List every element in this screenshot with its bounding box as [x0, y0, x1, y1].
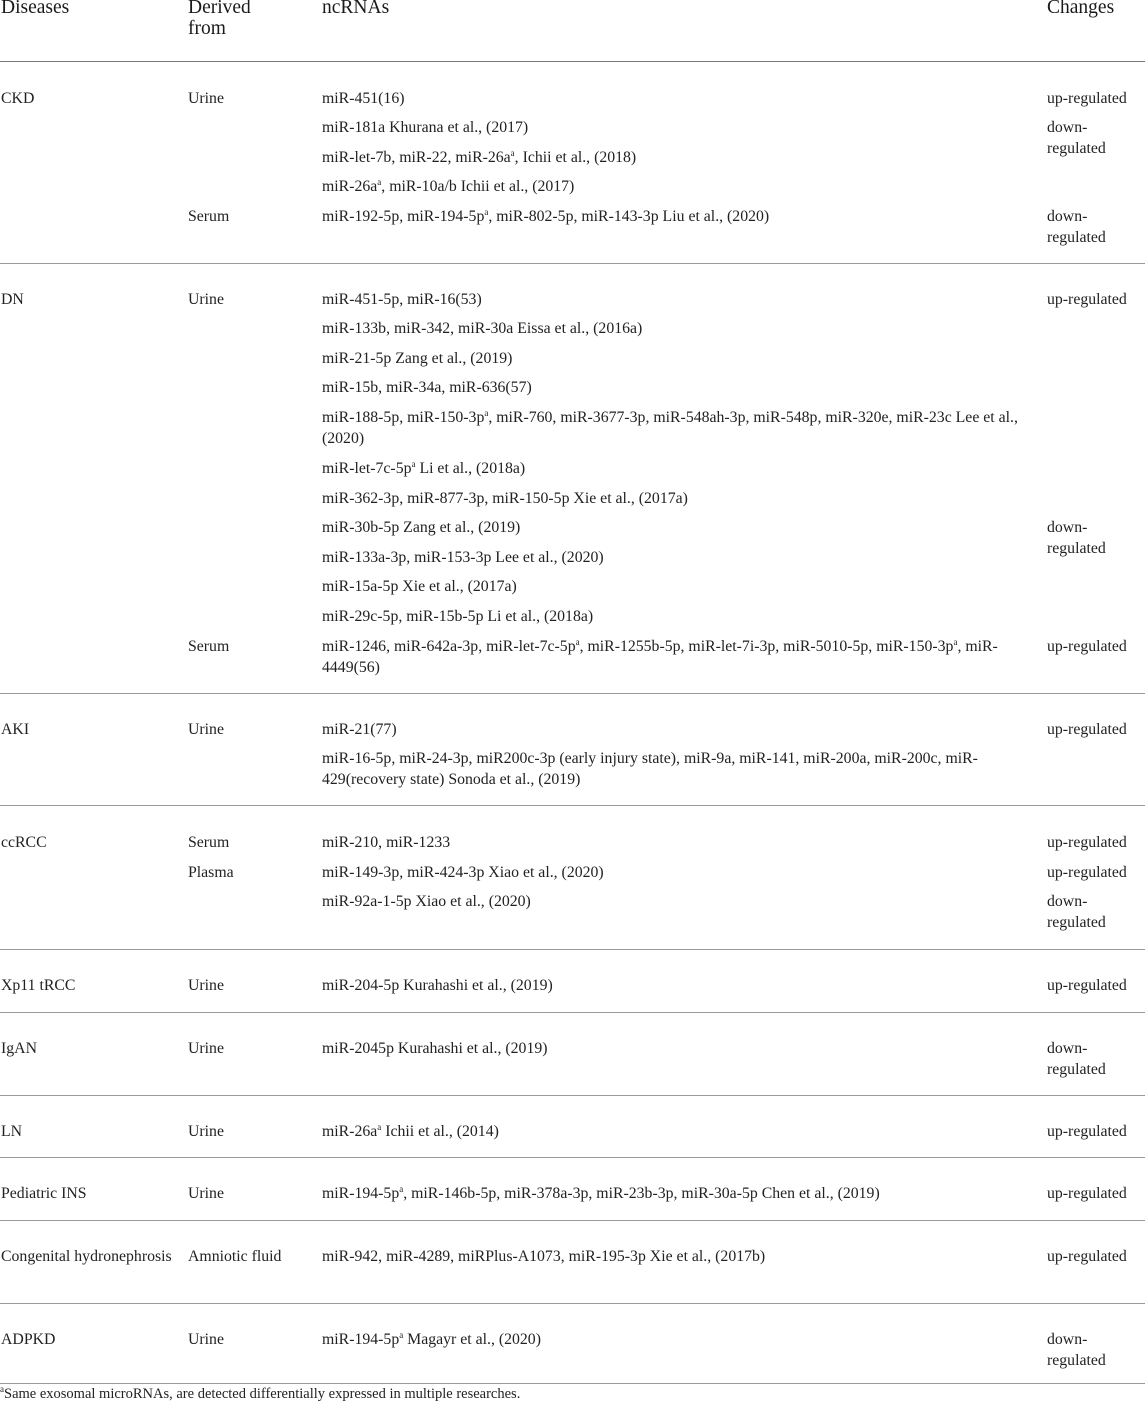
change-cell: up-regulated: [1047, 864, 1127, 881]
ncrna-cell: miR-181a Khurana et al., (2017): [322, 119, 529, 136]
ncrna-cell: miR-210, miR-1233: [322, 834, 451, 851]
disease-cell: AKI: [1, 721, 30, 738]
ncrna-cell: miR-let-7b, miR-22, miR-$26a^a$, Ichii et al., (2018): [322, 148, 637, 166]
disease-cell: Xp11 tRCC: [1, 977, 76, 994]
change-cell: down-regulated: [1047, 208, 1106, 246]
header-derived-from: Derived from: [188, 0, 251, 39]
ncrna-cell: miR-942, miR-4289, miRPlus-A1073, miR-195-3p Xie et al., (2017b): [322, 1248, 766, 1265]
change-cell: down-regulated: [1047, 119, 1106, 157]
ncrna-cell: miR-451-5p, miR-16(53): [322, 291, 482, 308]
change-cell: down-regulated: [1047, 893, 1106, 931]
header-changes: Changes: [1047, 0, 1115, 18]
ncrna-cell: miR-362-3p, miR-877-3p, miR-150-5p Xie et al., (2017a): [322, 490, 688, 507]
ncrna-cell: miR-133b, miR-342, miR-30a Eissa et al., (2016a): [322, 320, 643, 337]
ncrna-cell: miR-$194-5p^a$ Magayr et al., (2020): [322, 1330, 541, 1348]
ncrna-cell: miR-29c-5p, miR-15b-5p Li et al., (2018a): [322, 608, 594, 625]
ncrna-cell: miR-21(77): [322, 721, 397, 738]
ncrna-cell: miR-$26a^a$ Ichii et al., (2014): [322, 1122, 499, 1140]
disease-cell: LN: [1, 1123, 23, 1140]
change-cell: up-regulated: [1047, 1248, 1127, 1265]
change-cell: up-regulated: [1047, 638, 1127, 655]
change-cell: up-regulated: [1047, 834, 1127, 851]
ncrna-cell: miR-16-5p, miR-24-3p, miR200c-3p (early injury state), miR-9a, miR-141, miR-200a, miR-200c, miR-429(recovery state) Sonoda et al., (2019): [322, 750, 978, 788]
table-footnote: [0, 1385, 520, 1403]
derived-from-cell: Plasma: [188, 864, 234, 881]
derived-from-cell: Urine: [188, 1040, 224, 1057]
ncrna-cell: miR-$26a^a$, miR-10a/b Ichii et al., (2017): [322, 177, 575, 195]
table-row-group: [0, 263, 1145, 694]
ncrna-cell: miR-451(16): [322, 90, 405, 107]
ncrna-cell: miR-133a-3p, miR-153-3p Lee et al., (2020): [322, 549, 604, 566]
derived-from-cell: Urine: [188, 721, 224, 738]
derived-from-cell: Urine: [188, 1123, 224, 1140]
header-diseases: Diseases: [1, 0, 70, 18]
disease-cell: Pediatric INS: [1, 1185, 87, 1202]
derived-from-cell: Urine: [188, 977, 224, 994]
header-ncrnas: ncRNAs: [322, 0, 390, 18]
ncrna-cell: miR-$let-7c-5p^a$ Li et al., (2018a): [322, 459, 526, 477]
table-row-group: [0, 693, 1145, 806]
disease-cell: ADPKD: [1, 1331, 56, 1348]
ncrna-cell: miR-92a-1-5p Xiao et al., (2020): [322, 893, 531, 910]
table-row-group: [0, 1012, 1145, 1096]
disease-cell: Congenital hydronephrosis: [1, 1248, 172, 1265]
ncrna-cell: miR-188-5p, miR-$150-3p^a$, miR-760, miR-3677-3p, miR-548ah-3p, miR-548p, miR-320e, miR-23c Lee et al., (2020): [322, 408, 1018, 447]
change-cell: up-regulated: [1047, 1123, 1127, 1140]
change-cell: up-regulated: [1047, 90, 1127, 107]
derived-from-cell: Serum: [188, 834, 230, 851]
derived-from-cell: Serum: [188, 208, 230, 225]
derived-from-cell: Urine: [188, 1331, 224, 1348]
derived-from-cell: Urine: [188, 291, 224, 308]
table-row-group: [0, 805, 1145, 950]
ncrna-cell: miR-30b-5p Zang et al., (2019): [322, 519, 521, 536]
table-row-group: [0, 949, 1145, 1013]
derived-from-cell: Serum: [188, 638, 230, 655]
table-row-group: [0, 1220, 1145, 1304]
ncrna-cell: miR-15b, miR-34a, miR-636(57): [322, 379, 532, 396]
disease-cell: ccRCC: [1, 834, 47, 851]
change-cell: down-regulated: [1047, 519, 1106, 557]
table-row-group: [0, 1157, 1145, 1221]
disease-cell: DN: [1, 291, 24, 308]
derived-from-cell: Urine: [188, 90, 224, 107]
ncrna-cell: miR-204-5p Kurahashi et al., (2019): [322, 977, 553, 994]
change-cell: up-regulated: [1047, 291, 1127, 308]
footnote-text: Same exosomal microRNAs, are detected differentially expressed in multiple researches.: [4, 1386, 521, 1402]
ncrna-cell: miR-15a-5p Xie et al., (2017a): [322, 578, 517, 595]
table-row-group: [0, 62, 1145, 264]
derived-from-cell: Urine: [188, 1185, 224, 1202]
change-cell: up-regulated: [1047, 1185, 1127, 1202]
ncrna-cell: miR-149-3p, miR-424-3p Xiao et al., (2020): [322, 864, 604, 881]
table-row-group: [0, 1095, 1145, 1158]
ncrna-cell: miR-2045p Kurahashi et al., (2019): [322, 1040, 548, 1057]
change-cell: up-regulated: [1047, 721, 1127, 738]
derived-from-cell: Amniotic fluid: [188, 1248, 282, 1265]
disease-cell: CKD: [1, 90, 35, 107]
ncrna-cell: miR-21-5p Zang et al., (2019): [322, 350, 513, 367]
table-header: [0, 0, 1145, 62]
change-cell: down-regulated: [1047, 1040, 1106, 1078]
ncrna-cell: miR-1246, miR-642a-3p, miR-$let-7c-5p^a$, miR-1255b-5p, miR-let-7i-3p, miR-5010-5p, miR-$150-3p^a$, miR-4449(56): [322, 637, 998, 676]
footnote-mark: a: [0, 1384, 4, 1394]
ncrna-cell: miR-$194-5p^a$, miR-146b-5p, miR-378a-3p, miR-23b-3p, miR-30a-5p Chen et al., (2019): [322, 1184, 880, 1202]
table-row-group: [0, 1303, 1145, 1384]
change-cell: down-regulated: [1047, 1331, 1106, 1369]
disease-cell: IgAN: [1, 1040, 37, 1057]
change-cell: up-regulated: [1047, 977, 1127, 994]
ncrna-cell: miR-192-5p, miR-$194-5p^a$, miR-802-5p, miR-143-3p Liu et al., (2020): [322, 207, 770, 225]
